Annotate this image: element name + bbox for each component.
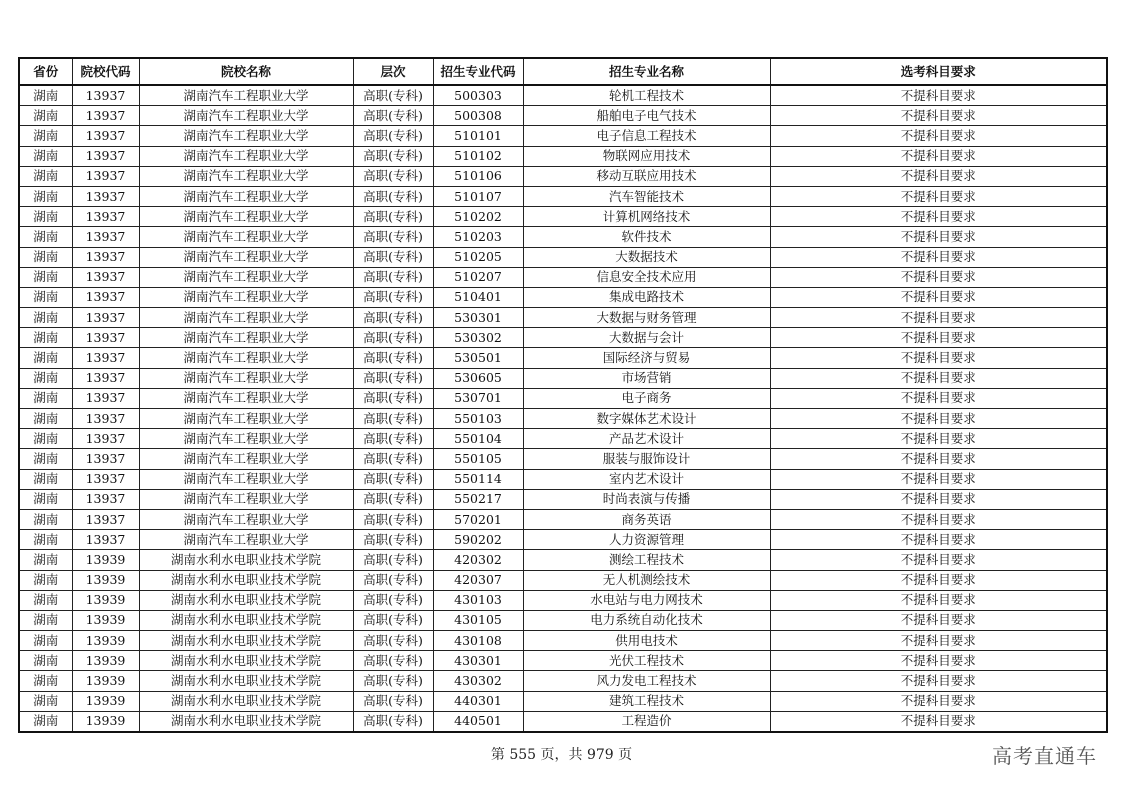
cell-major-name: 时尚表演与传播 — [523, 489, 770, 509]
cell-school-name: 湖南水利水电职业技术学院 — [139, 691, 353, 711]
cell-major-code: 430108 — [433, 631, 523, 651]
cell-province: 湖南 — [19, 610, 72, 630]
cell-major-code: 510207 — [433, 267, 523, 287]
cell-subject-requirement: 不提科目要求 — [770, 287, 1107, 307]
cell-school-name: 湖南汽车工程职业大学 — [139, 287, 353, 307]
cell-school-code: 13939 — [72, 590, 139, 610]
cell-province: 湖南 — [19, 651, 72, 671]
cell-province: 湖南 — [19, 509, 72, 529]
cell-school-code: 13937 — [72, 368, 139, 388]
cell-major-code: 430302 — [433, 671, 523, 691]
cell-major-code: 570201 — [433, 509, 523, 529]
cell-level: 高职(专科) — [353, 631, 433, 651]
cell-subject-requirement: 不提科目要求 — [770, 610, 1107, 630]
cell-school-name: 湖南汽车工程职业大学 — [139, 186, 353, 206]
table-row — [19, 85, 1107, 106]
cell-major-name: 电子商务 — [523, 388, 770, 408]
cell-school-code: 13937 — [72, 186, 139, 206]
cell-subject-requirement: 不提科目要求 — [770, 85, 1107, 106]
cell-major-code: 510101 — [433, 126, 523, 146]
cell-province: 湖南 — [19, 449, 72, 469]
cell-level: 高职(专科) — [353, 530, 433, 550]
table-row — [19, 610, 1107, 630]
cell-subject-requirement: 不提科目要求 — [770, 631, 1107, 651]
header-school-name: 院校名称 — [139, 58, 353, 85]
cell-level: 高职(专科) — [353, 328, 433, 348]
cell-level: 高职(专科) — [353, 610, 433, 630]
cell-school-code: 13937 — [72, 287, 139, 307]
table-row — [19, 287, 1107, 307]
cell-major-code: 590202 — [433, 530, 523, 550]
cell-subject-requirement: 不提科目要求 — [770, 671, 1107, 691]
cell-subject-requirement: 不提科目要求 — [770, 409, 1107, 429]
cell-major-name: 信息安全技术应用 — [523, 267, 770, 287]
table-row — [19, 570, 1107, 590]
cell-level: 高职(专科) — [353, 711, 433, 732]
cell-major-name: 电子信息工程技术 — [523, 126, 770, 146]
cell-subject-requirement: 不提科目要求 — [770, 227, 1107, 247]
header-major-name: 招生专业名称 — [523, 58, 770, 85]
table-row — [19, 126, 1107, 146]
cell-school-code: 13937 — [72, 429, 139, 449]
table-row — [19, 166, 1107, 186]
cell-school-code: 13937 — [72, 388, 139, 408]
cell-school-code: 13937 — [72, 509, 139, 529]
cell-province: 湖南 — [19, 247, 72, 267]
cell-province: 湖南 — [19, 409, 72, 429]
cell-province: 湖南 — [19, 126, 72, 146]
cell-major-name: 人力资源管理 — [523, 530, 770, 550]
page-number-text: 第 555 页，共 979 页 — [490, 747, 633, 763]
cell-major-code: 550105 — [433, 449, 523, 469]
cell-school-name: 湖南汽车工程职业大学 — [139, 267, 353, 287]
cell-major-name: 风力发电工程技术 — [523, 671, 770, 691]
table-row — [19, 247, 1107, 267]
cell-school-name: 湖南汽车工程职业大学 — [139, 368, 353, 388]
table-row — [19, 267, 1107, 287]
table-row — [19, 328, 1107, 348]
table-body — [19, 85, 1107, 732]
cell-level: 高职(专科) — [353, 126, 433, 146]
cell-level: 高职(专科) — [353, 166, 433, 186]
cell-school-code: 13937 — [72, 247, 139, 267]
cell-major-code: 440301 — [433, 691, 523, 711]
cell-level: 高职(专科) — [353, 207, 433, 227]
cell-school-code: 13937 — [72, 267, 139, 287]
table-row — [19, 671, 1107, 691]
cell-major-name: 国际经济与贸易 — [523, 348, 770, 368]
cell-school-code: 13939 — [72, 691, 139, 711]
admissions-table — [18, 57, 1108, 733]
cell-province: 湖南 — [19, 429, 72, 449]
cell-school-name: 湖南汽车工程职业大学 — [139, 348, 353, 368]
table-row — [19, 691, 1107, 711]
cell-school-name: 湖南水利水电职业技术学院 — [139, 631, 353, 651]
cell-major-name: 大数据与会计 — [523, 328, 770, 348]
cell-major-name: 无人机测绘技术 — [523, 570, 770, 590]
header-major-code: 招生专业代码 — [433, 58, 523, 85]
cell-school-name: 湖南汽车工程职业大学 — [139, 247, 353, 267]
cell-province: 湖南 — [19, 590, 72, 610]
cell-major-code: 550104 — [433, 429, 523, 449]
table-row — [19, 207, 1107, 227]
cell-level: 高职(专科) — [353, 85, 433, 106]
cell-school-code: 13937 — [72, 207, 139, 227]
cell-school-name: 湖南汽车工程职业大学 — [139, 388, 353, 408]
cell-school-code: 13937 — [72, 166, 139, 186]
cell-subject-requirement: 不提科目要求 — [770, 691, 1107, 711]
cell-province: 湖南 — [19, 267, 72, 287]
table-row — [19, 631, 1107, 651]
cell-school-name: 湖南汽车工程职业大学 — [139, 489, 353, 509]
cell-school-name: 湖南汽车工程职业大学 — [139, 469, 353, 489]
cell-major-name: 电力系统自动化技术 — [523, 610, 770, 630]
cell-school-code: 13937 — [72, 530, 139, 550]
cell-level: 高职(专科) — [353, 267, 433, 287]
cell-major-code: 510202 — [433, 207, 523, 227]
cell-province: 湖南 — [19, 631, 72, 651]
cell-school-code: 13937 — [72, 126, 139, 146]
cell-school-code: 13937 — [72, 469, 139, 489]
cell-level: 高职(专科) — [353, 671, 433, 691]
cell-school-name: 湖南汽车工程职业大学 — [139, 429, 353, 449]
cell-province: 湖南 — [19, 691, 72, 711]
cell-school-name: 湖南水利水电职业技术学院 — [139, 550, 353, 570]
cell-school-name: 湖南汽车工程职业大学 — [139, 449, 353, 469]
cell-province: 湖南 — [19, 550, 72, 570]
table-row — [19, 227, 1107, 247]
cell-major-name: 轮机工程技术 — [523, 85, 770, 106]
cell-province: 湖南 — [19, 287, 72, 307]
cell-subject-requirement: 不提科目要求 — [770, 509, 1107, 529]
cell-subject-requirement: 不提科目要求 — [770, 590, 1107, 610]
cell-level: 高职(专科) — [353, 590, 433, 610]
cell-major-name: 服装与服饰设计 — [523, 449, 770, 469]
cell-major-code: 510401 — [433, 287, 523, 307]
cell-province: 湖南 — [19, 85, 72, 106]
cell-level: 高职(专科) — [353, 489, 433, 509]
cell-major-code: 430103 — [433, 590, 523, 610]
cell-level: 高职(专科) — [353, 570, 433, 590]
cell-subject-requirement: 不提科目要求 — [770, 711, 1107, 732]
cell-school-code: 13937 — [72, 449, 139, 469]
cell-major-code: 430105 — [433, 610, 523, 630]
cell-province: 湖南 — [19, 469, 72, 489]
cell-subject-requirement: 不提科目要求 — [770, 267, 1107, 287]
cell-school-name: 湖南汽车工程职业大学 — [139, 106, 353, 126]
cell-level: 高职(专科) — [353, 146, 433, 166]
cell-major-name: 测绘工程技术 — [523, 550, 770, 570]
cell-level: 高职(专科) — [353, 287, 433, 307]
cell-major-code: 510102 — [433, 146, 523, 166]
cell-province: 湖南 — [19, 227, 72, 247]
cell-major-code: 550103 — [433, 409, 523, 429]
cell-school-name: 湖南汽车工程职业大学 — [139, 509, 353, 529]
cell-level: 高职(专科) — [353, 388, 433, 408]
cell-major-code: 510203 — [433, 227, 523, 247]
cell-school-code: 13937 — [72, 308, 139, 328]
table-row — [19, 388, 1107, 408]
cell-subject-requirement: 不提科目要求 — [770, 348, 1107, 368]
table-row — [19, 509, 1107, 529]
table-row — [19, 106, 1107, 126]
cell-level: 高职(专科) — [353, 308, 433, 328]
cell-subject-requirement: 不提科目要求 — [770, 247, 1107, 267]
cell-school-code: 13937 — [72, 146, 139, 166]
cell-province: 湖南 — [19, 166, 72, 186]
cell-major-name: 大数据技术 — [523, 247, 770, 267]
table-row — [19, 348, 1107, 368]
cell-school-name: 湖南水利水电职业技术学院 — [139, 711, 353, 732]
cell-school-name: 湖南水利水电职业技术学院 — [139, 610, 353, 630]
cell-school-name: 湖南汽车工程职业大学 — [139, 85, 353, 106]
cell-school-code: 13939 — [72, 651, 139, 671]
cell-major-name: 船舶电子电气技术 — [523, 106, 770, 126]
cell-major-code: 530701 — [433, 388, 523, 408]
cell-school-name: 湖南水利水电职业技术学院 — [139, 590, 353, 610]
cell-major-name: 供用电技术 — [523, 631, 770, 651]
cell-major-name: 软件技术 — [523, 227, 770, 247]
table-row — [19, 186, 1107, 206]
cell-school-name: 湖南汽车工程职业大学 — [139, 328, 353, 348]
cell-major-code: 550114 — [433, 469, 523, 489]
cell-subject-requirement: 不提科目要求 — [770, 308, 1107, 328]
table-row — [19, 308, 1107, 328]
cell-major-code: 530501 — [433, 348, 523, 368]
cell-major-name: 汽车智能技术 — [523, 186, 770, 206]
cell-major-code: 550217 — [433, 489, 523, 509]
watermark-logo-text: 高考直通车 — [992, 744, 1097, 768]
cell-province: 湖南 — [19, 207, 72, 227]
cell-subject-requirement: 不提科目要求 — [770, 530, 1107, 550]
cell-province: 湖南 — [19, 348, 72, 368]
header-level: 层次 — [353, 58, 433, 85]
header-subject-requirement: 选考科目要求 — [770, 58, 1107, 85]
cell-school-code: 13937 — [72, 409, 139, 429]
table-row — [19, 711, 1107, 732]
cell-major-name: 室内艺术设计 — [523, 469, 770, 489]
table-row — [19, 469, 1107, 489]
table-row — [19, 368, 1107, 388]
cell-province: 湖南 — [19, 308, 72, 328]
cell-subject-requirement: 不提科目要求 — [770, 388, 1107, 408]
cell-level: 高职(专科) — [353, 550, 433, 570]
header-school-code: 院校代码 — [72, 58, 139, 85]
cell-school-code: 13939 — [72, 711, 139, 732]
cell-school-name: 湖南汽车工程职业大学 — [139, 166, 353, 186]
cell-major-name: 移动互联应用技术 — [523, 166, 770, 186]
cell-province: 湖南 — [19, 570, 72, 590]
cell-subject-requirement: 不提科目要求 — [770, 570, 1107, 590]
table-row — [19, 146, 1107, 166]
cell-school-code: 13939 — [72, 671, 139, 691]
cell-school-code: 13939 — [72, 550, 139, 570]
cell-major-name: 物联网应用技术 — [523, 146, 770, 166]
cell-school-code: 13937 — [72, 106, 139, 126]
cell-level: 高职(专科) — [353, 368, 433, 388]
cell-major-code: 420307 — [433, 570, 523, 590]
cell-major-name: 集成电路技术 — [523, 287, 770, 307]
cell-level: 高职(专科) — [353, 469, 433, 489]
cell-major-code: 510107 — [433, 186, 523, 206]
table-header-row — [19, 58, 1107, 85]
cell-major-name: 建筑工程技术 — [523, 691, 770, 711]
cell-school-name: 湖南汽车工程职业大学 — [139, 126, 353, 146]
cell-subject-requirement: 不提科目要求 — [770, 186, 1107, 206]
cell-school-name: 湖南汽车工程职业大学 — [139, 308, 353, 328]
table-row — [19, 550, 1107, 570]
cell-subject-requirement: 不提科目要求 — [770, 651, 1107, 671]
cell-school-name: 湖南汽车工程职业大学 — [139, 146, 353, 166]
cell-major-code: 530301 — [433, 308, 523, 328]
cell-subject-requirement: 不提科目要求 — [770, 166, 1107, 186]
cell-school-name: 湖南水利水电职业技术学院 — [139, 671, 353, 691]
table-row — [19, 449, 1107, 469]
cell-subject-requirement: 不提科目要求 — [770, 207, 1107, 227]
cell-major-code: 430301 — [433, 651, 523, 671]
cell-subject-requirement: 不提科目要求 — [770, 550, 1107, 570]
cell-major-name: 计算机网络技术 — [523, 207, 770, 227]
cell-subject-requirement: 不提科目要求 — [770, 146, 1107, 166]
cell-level: 高职(专科) — [353, 651, 433, 671]
cell-province: 湖南 — [19, 106, 72, 126]
cell-level: 高职(专科) — [353, 227, 433, 247]
cell-level: 高职(专科) — [353, 348, 433, 368]
cell-school-name: 湖南汽车工程职业大学 — [139, 530, 353, 550]
cell-school-code: 13937 — [72, 348, 139, 368]
cell-province: 湖南 — [19, 711, 72, 732]
cell-school-code: 13937 — [72, 489, 139, 509]
cell-major-name: 商务英语 — [523, 509, 770, 529]
table-row — [19, 530, 1107, 550]
cell-major-code: 500303 — [433, 85, 523, 106]
cell-level: 高职(专科) — [353, 409, 433, 429]
cell-major-name: 工程造价 — [523, 711, 770, 732]
admissions-table-container — [18, 57, 1106, 733]
cell-school-code: 13937 — [72, 227, 139, 247]
cell-major-name: 光伏工程技术 — [523, 651, 770, 671]
cell-school-name: 湖南汽车工程职业大学 — [139, 227, 353, 247]
cell-province: 湖南 — [19, 388, 72, 408]
cell-subject-requirement: 不提科目要求 — [770, 429, 1107, 449]
cell-subject-requirement: 不提科目要求 — [770, 106, 1107, 126]
table-row — [19, 429, 1107, 449]
cell-school-code: 13939 — [72, 610, 139, 630]
cell-major-code: 500308 — [433, 106, 523, 126]
cell-major-code: 530302 — [433, 328, 523, 348]
cell-level: 高职(专科) — [353, 106, 433, 126]
cell-subject-requirement: 不提科目要求 — [770, 328, 1107, 348]
cell-province: 湖南 — [19, 186, 72, 206]
cell-major-code: 530605 — [433, 368, 523, 388]
table-row — [19, 651, 1107, 671]
cell-major-name: 产品艺术设计 — [523, 429, 770, 449]
cell-major-code: 420302 — [433, 550, 523, 570]
cell-province: 湖南 — [19, 530, 72, 550]
cell-level: 高职(专科) — [353, 186, 433, 206]
cell-major-name: 水电站与电力网技术 — [523, 590, 770, 610]
cell-province: 湖南 — [19, 671, 72, 691]
cell-school-name: 湖南水利水电职业技术学院 — [139, 570, 353, 590]
cell-major-name: 数字媒体艺术设计 — [523, 409, 770, 429]
cell-province: 湖南 — [19, 368, 72, 388]
page-number-footer — [0, 744, 1123, 764]
cell-major-code: 510205 — [433, 247, 523, 267]
cell-subject-requirement: 不提科目要求 — [770, 489, 1107, 509]
cell-level: 高职(专科) — [353, 247, 433, 267]
cell-school-code: 13937 — [72, 328, 139, 348]
cell-major-name: 市场营销 — [523, 368, 770, 388]
cell-province: 湖南 — [19, 489, 72, 509]
cell-level: 高职(专科) — [353, 691, 433, 711]
cell-subject-requirement: 不提科目要求 — [770, 449, 1107, 469]
cell-subject-requirement: 不提科目要求 — [770, 126, 1107, 146]
table-row — [19, 489, 1107, 509]
header-province: 省份 — [19, 58, 72, 85]
cell-level: 高职(专科) — [353, 449, 433, 469]
cell-major-code: 510106 — [433, 166, 523, 186]
table-row — [19, 590, 1107, 610]
cell-school-code: 13937 — [72, 85, 139, 106]
cell-level: 高职(专科) — [353, 429, 433, 449]
cell-subject-requirement: 不提科目要求 — [770, 469, 1107, 489]
cell-province: 湖南 — [19, 146, 72, 166]
cell-subject-requirement: 不提科目要求 — [770, 368, 1107, 388]
cell-major-name: 大数据与财务管理 — [523, 308, 770, 328]
cell-level: 高职(专科) — [353, 509, 433, 529]
cell-school-name: 湖南汽车工程职业大学 — [139, 409, 353, 429]
cell-province: 湖南 — [19, 328, 72, 348]
table-row — [19, 409, 1107, 429]
cell-school-code: 13939 — [72, 631, 139, 651]
cell-school-code: 13939 — [72, 570, 139, 590]
cell-school-name: 湖南水利水电职业技术学院 — [139, 651, 353, 671]
cell-major-code: 440501 — [433, 711, 523, 732]
cell-school-name: 湖南汽车工程职业大学 — [139, 207, 353, 227]
